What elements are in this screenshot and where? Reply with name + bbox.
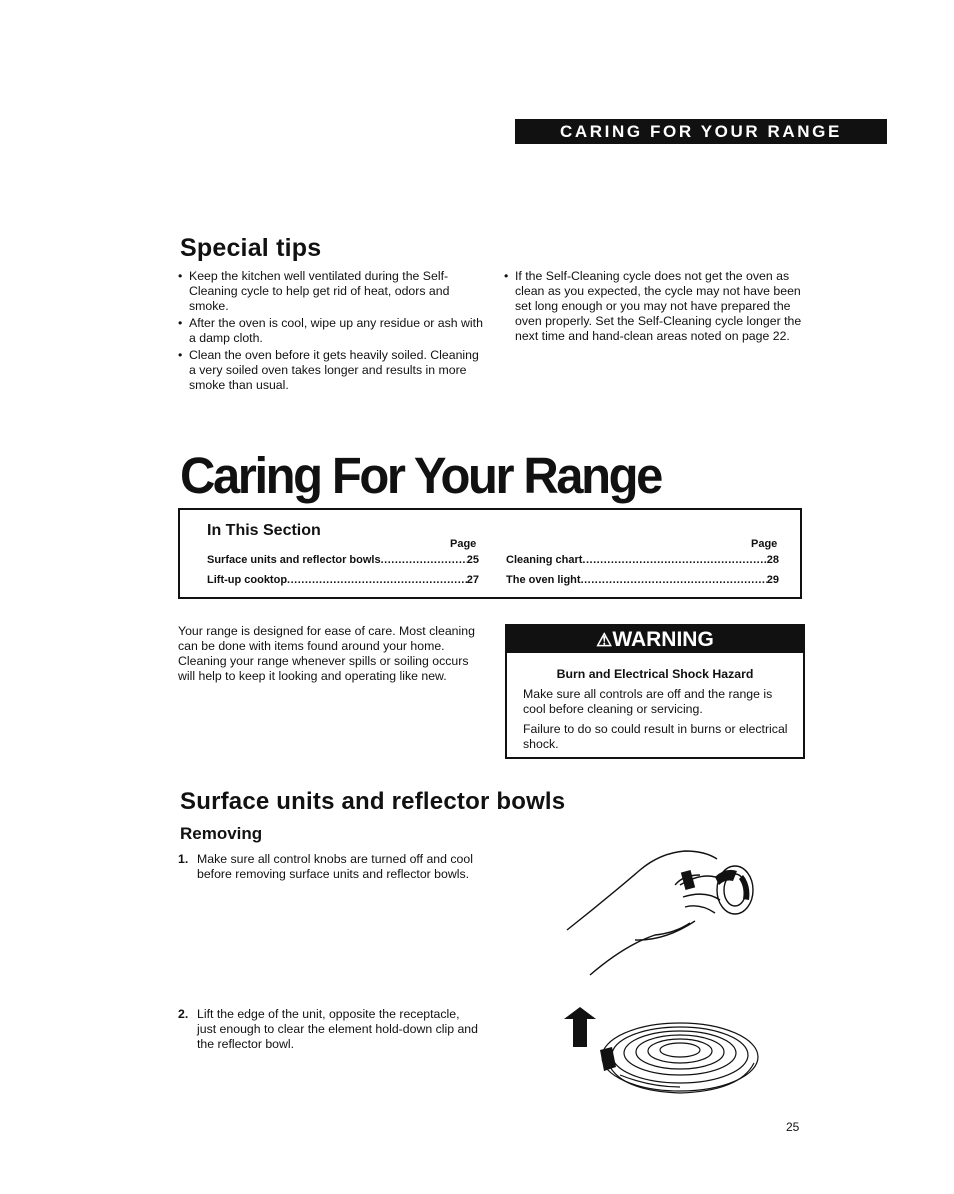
surface-unit-illustration xyxy=(560,1005,765,1100)
step-number: 1. xyxy=(178,852,189,866)
toc-entry-label: Surface units and reflector bowls xyxy=(207,554,381,566)
step-text: Make sure all control knobs are turned off and cool before removing surface units and reflector bowls. xyxy=(197,852,473,881)
warning-text-1: Make sure all controls are off and the range is cool before cleaning or servicing. xyxy=(523,687,773,716)
warning-header xyxy=(507,626,803,653)
hand-knob-illustration xyxy=(565,845,765,985)
tips-list-right xyxy=(504,269,806,346)
warning-text-2: Failure to do so could result in burns or electrical shock. xyxy=(523,722,788,751)
up-arrow-icon xyxy=(564,1007,596,1047)
toc-entry-lift-up-cooktop[interactable] xyxy=(207,574,479,586)
toc-entry-page: 29 xyxy=(766,574,779,586)
page-title: Caring For Your Range xyxy=(180,447,661,504)
list-item: • If the Self-Cleaning cycle does not get the oven as clean as you expected, the cycle may not have been set long enough or you may not have prepared the oven properly. Set the Self-Cleaning cycle longer the next time and hand-clean areas noted on page 22. xyxy=(504,269,806,344)
in-this-section-box xyxy=(178,508,802,599)
toc-page-label: Page xyxy=(751,538,778,550)
special-tips-heading: Special tips xyxy=(180,234,322,262)
toc-heading: In This Section xyxy=(207,522,321,539)
step-2 xyxy=(178,1007,478,1052)
toc-entry-label: The oven light xyxy=(506,574,581,586)
list-item: • Keep the kitchen well ventilated during the Self-Cleaning cycle to help get rid of heat, odors and smoke. xyxy=(178,269,483,314)
list-item: • After the oven is cool, wipe up any residue or ash with a damp cloth. xyxy=(178,316,483,346)
toc-page-label: Page xyxy=(450,538,477,550)
warning-hazard: Burn and Electrical Shock Hazard xyxy=(556,667,754,681)
toc-entry-cleaning-chart[interactable] xyxy=(506,554,779,566)
section-banner: CARING FOR YOUR RANGE xyxy=(515,119,887,144)
toc-entry-label: Cleaning chart xyxy=(506,554,583,566)
toc-entry-page: 27 xyxy=(466,574,479,586)
toc-entry-page: 25 xyxy=(466,554,479,566)
page-number: 25 xyxy=(786,1120,800,1134)
warning-triangle-icon: ⚠ xyxy=(596,630,613,650)
step-text: Lift the edge of the unit, opposite the receptacle, just enough to clear the element hold-down clip and the reflector bowl. xyxy=(197,1007,478,1051)
toc-entry-oven-light[interactable] xyxy=(506,574,779,586)
toc-entry-page: 28 xyxy=(766,554,779,566)
intro-paragraph: Your range is designed for ease of care. Most cleaning can be done with items found around your home. Cleaning your range whenever spills or soiling occurs will help to keep it looking and operating like new. xyxy=(178,624,475,683)
warning-title: WARNING xyxy=(612,628,714,651)
warning-box xyxy=(505,624,805,759)
surface-units-heading: Surface units and reflector bowls xyxy=(180,788,566,815)
removing-subheading: Removing xyxy=(180,824,263,843)
step-number: 2. xyxy=(178,1007,189,1021)
list-item: • Clean the oven before it gets heavily soiled. Cleaning a very soiled oven takes longer and results in more smoke than usual. xyxy=(178,348,483,393)
toc-entry-label: Lift-up cooktop xyxy=(207,574,288,586)
step-1 xyxy=(178,852,478,882)
toc-entry-surface-units[interactable] xyxy=(207,554,479,566)
tips-list-left xyxy=(178,269,483,395)
